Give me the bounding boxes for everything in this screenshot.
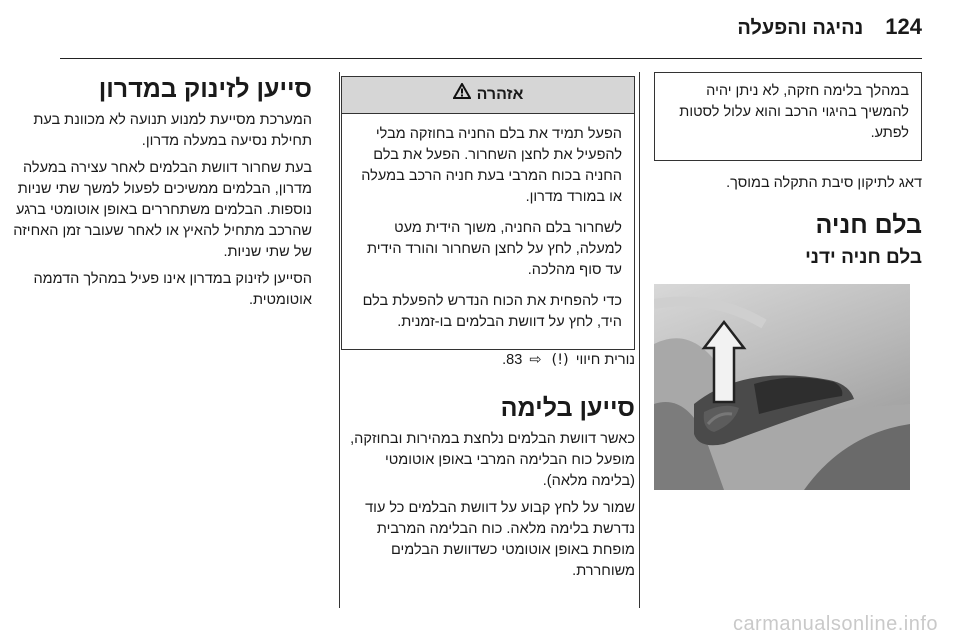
hill-start-paragraph: הסייען לזינוק במדרון אינו פעיל במהלך הדממה אוטומטית.: [33, 271, 312, 308]
brake-assist-paragraph: שמור על לחץ קבוע על דוושת הבלמים כל עוד נדרשת בלימה מלאה. כוח הבלימה המרבית מופחת באופן אוטומטי כשדוושת הבלמים משוחררת.: [365, 500, 635, 579]
page-header: [38, 14, 922, 54]
warning-header: [342, 77, 634, 114]
steering-note-box: [654, 72, 922, 161]
hill-start-paragraph: בעת שחרור דוושת הבלמים לאחר עצירה במעלה מדרון, הבלמים ממשיכים לפעול למשך שתי שניות נוספות. הבלמים משתחררים באופן אוטומטי ברגע שהרכב מתחיל להאיץ או לאחר שעובר זמן האחיזה של שתי שניות.: [13, 160, 312, 260]
parking-brake-heading: בלם חניה: [815, 211, 922, 239]
brake-assist-paragraph: כאשר דוושת הבלמים נלחצת במהירות ובחוזקה, מופעל כוח הבלימה המרבי באופן אוטומטי (בלימה מלאה).: [350, 431, 635, 489]
brake-assist-heading: סייען בלימה: [500, 394, 635, 422]
handbrake-photo: [654, 284, 910, 490]
indicator-reference: [341, 350, 635, 371]
column-divider-left: [339, 72, 340, 608]
warning-triangle-icon: [453, 83, 471, 104]
column-divider-right: [639, 72, 640, 608]
section-title: נהיגה והפעלה: [737, 17, 864, 39]
watermark: carmanualsonline.info: [732, 613, 938, 635]
warning-box: [341, 76, 635, 350]
page-reference-arrow-icon: ⇨: [529, 352, 542, 368]
repair-paragraph: דאג לתיקון סיבת התקלה במוסך.: [726, 175, 922, 191]
indicator-reference-page: 83.: [502, 352, 523, 368]
warning-paragraph: הפעל תמיד את בלם החניה בחוזקה מבלי להפעיל את לחצן השחרור. הפעל את בלם החניה בכוח המרבי בעת חניה הרכב במעלה או במורד מדרון.: [361, 126, 622, 205]
handbrake-illustration: [654, 284, 910, 490]
brake-warning-icon: (!): [551, 352, 569, 368]
warning-title: אזהרה: [476, 86, 524, 103]
right-column: [654, 72, 922, 490]
warning-paragraph: כדי להפחית את הכוח הנדרש להפעלת בלם היד, לחץ על דוושת הבלמים בו-זמנית.: [362, 293, 622, 330]
page-number: 124: [885, 14, 922, 39]
manual-parking-brake-heading: בלם חניה ידני: [805, 247, 922, 268]
hill-start-paragraph: המערכת מסייעת למנוע תנועה לא מכוונת בעת תחילת נסיעה במעלה מדרון.: [33, 112, 312, 149]
hill-start-assist-heading: סייען לזינוק במדרון: [98, 75, 312, 103]
header-rule: [60, 58, 922, 59]
steering-note-text: במהלך בלימה חזקה, לא ניתן יהיה להמשיך בהיגוי הרכב והוא עלול לסטות לפתע.: [679, 83, 909, 141]
middle-column: [341, 72, 635, 588]
warning-body: [342, 114, 634, 349]
warning-paragraph: לשחרור בלם החניה, משוך הידית מעט למעלה, לחץ על לחצן השחרור והורד הידית עד סוף מהלכה.: [367, 220, 622, 278]
indicator-reference-text: נורית חיווי: [575, 352, 635, 368]
left-column: [12, 72, 312, 317]
